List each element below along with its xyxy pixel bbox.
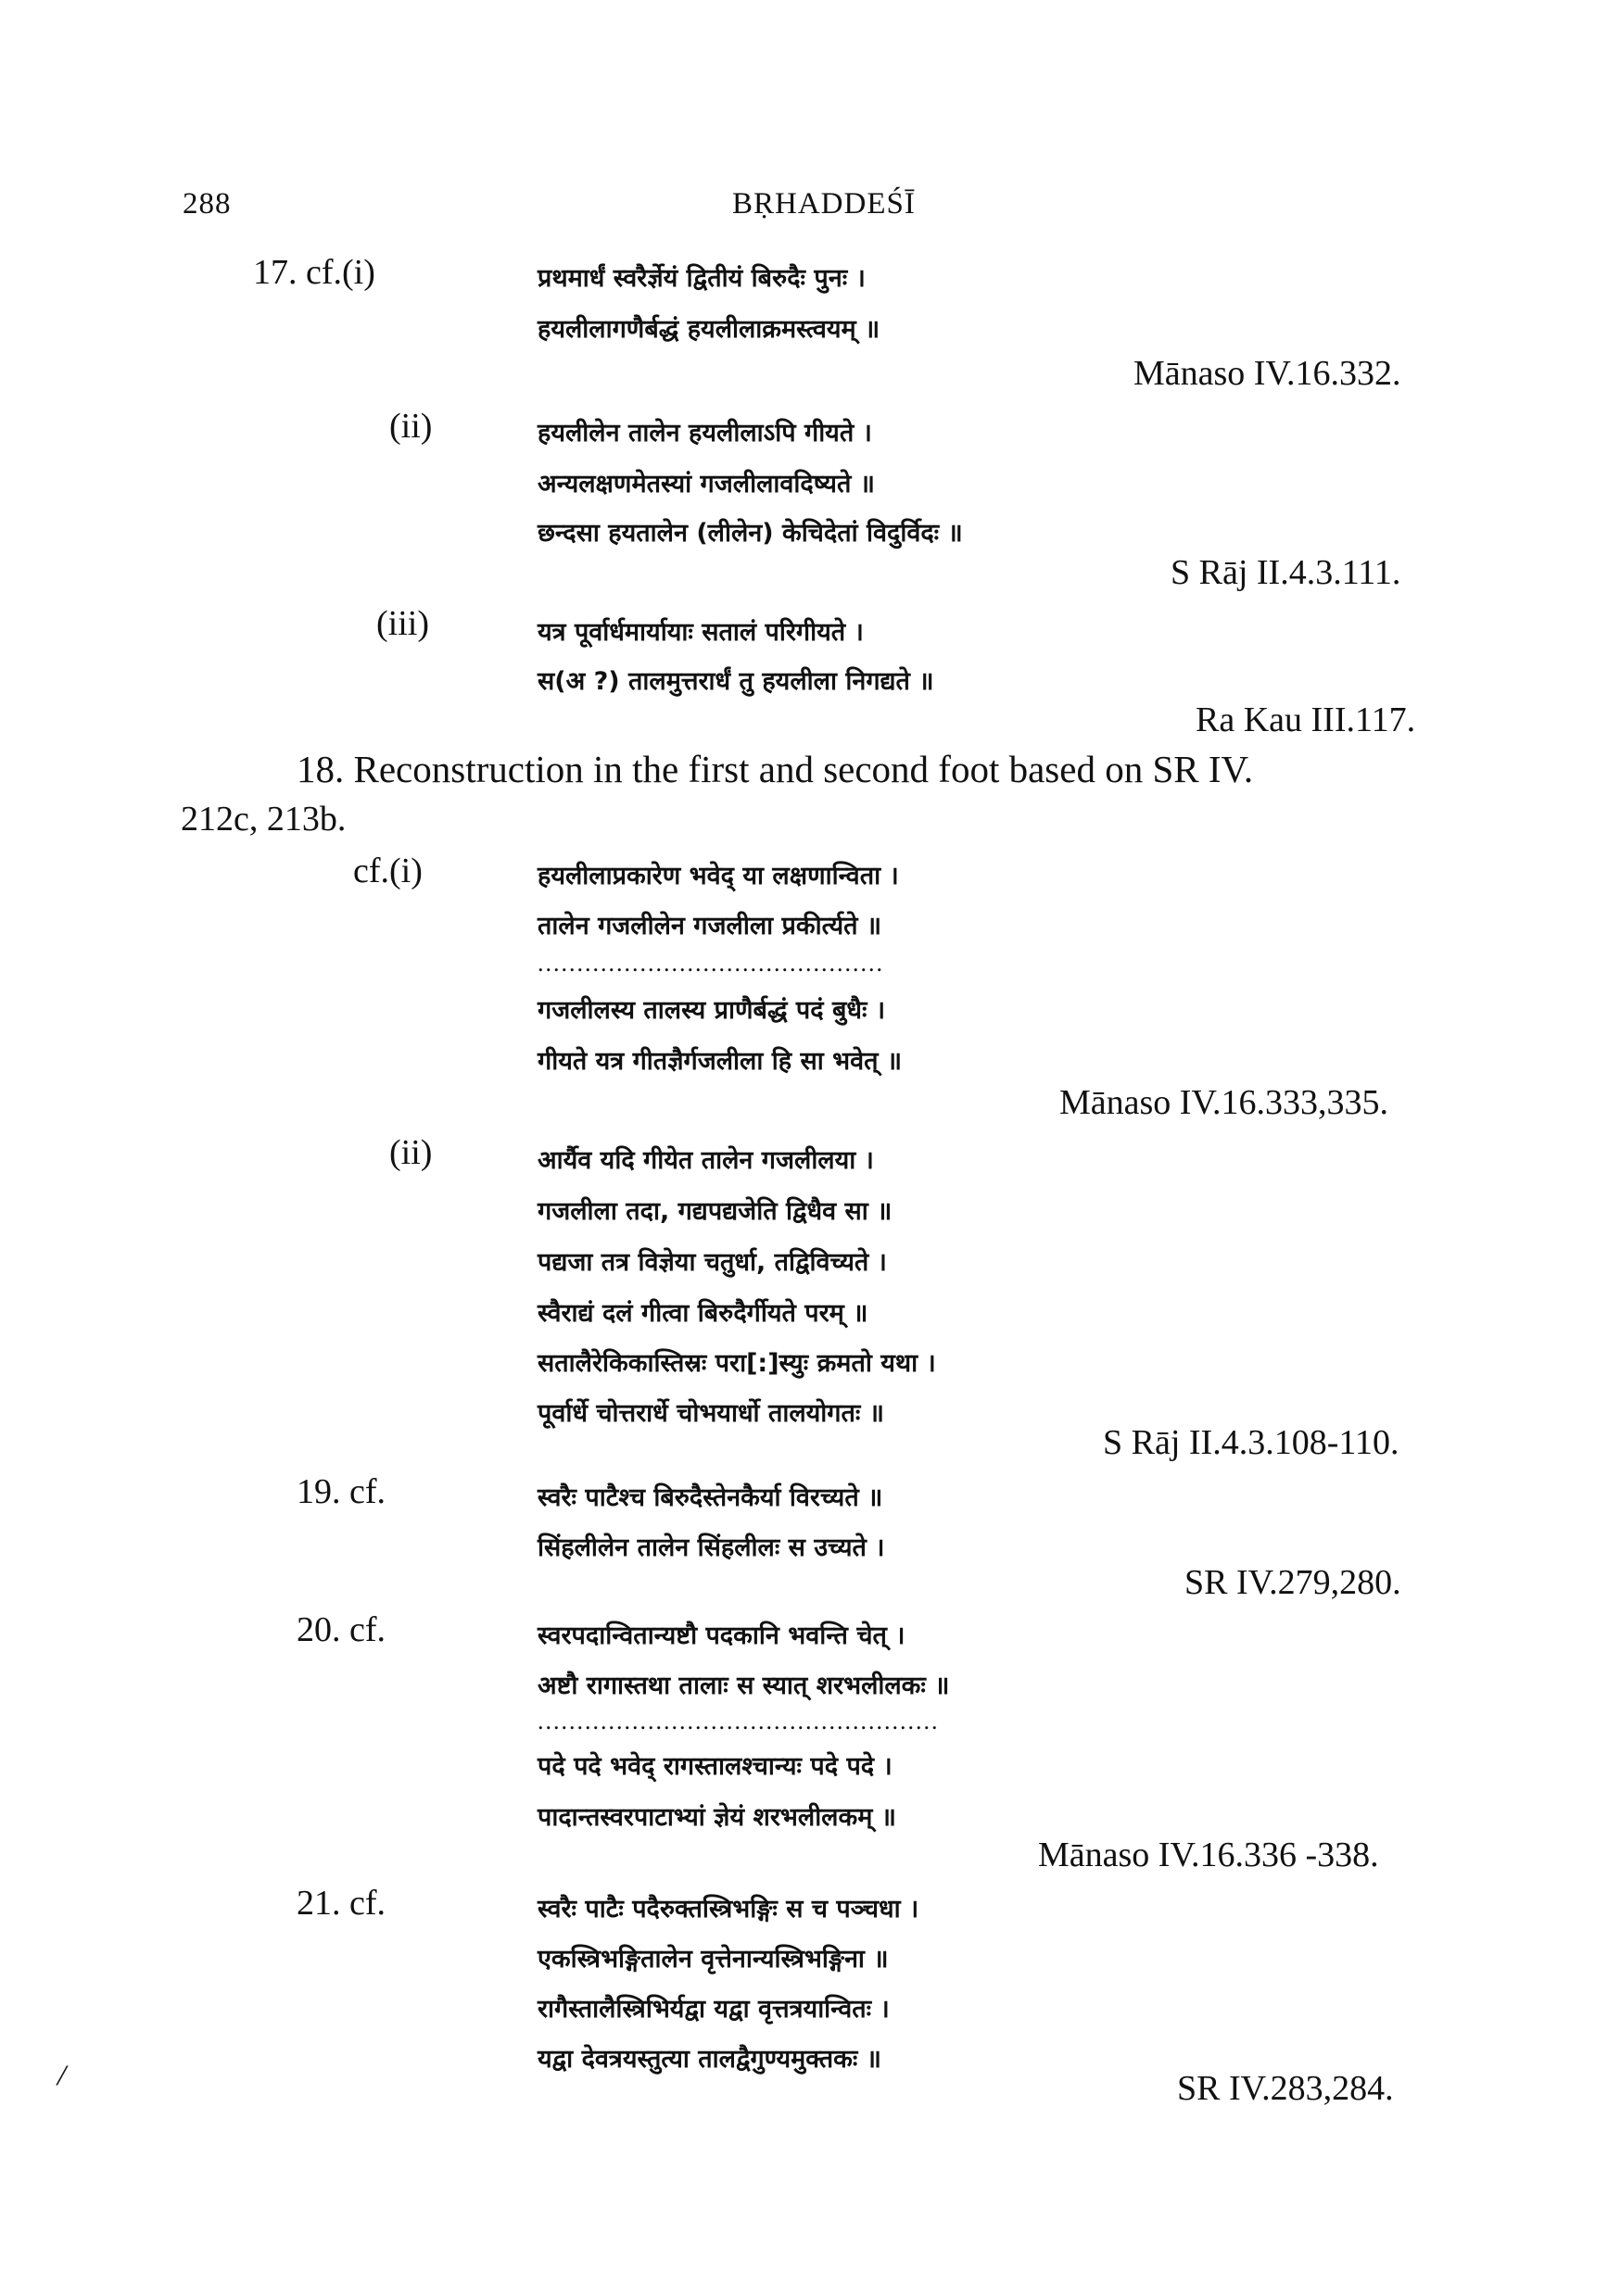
note-18-ii-reference: S Rāj II.4.3.108-110. <box>1103 1423 1399 1462</box>
running-title: BṚHADDEŚĪ <box>732 187 916 221</box>
note-19-line-1: स्वरैः पाटैश्च बिरुदैस्तेनकैर्या विरच्यते ॥ <box>538 1483 883 1512</box>
note-17-i-reference: Mānaso IV.16.332. <box>1133 354 1401 393</box>
note-20-line-2: अष्टौ रागास्तथा तालाः स स्यात् शरभलीलकः ॥ <box>538 1672 950 1700</box>
note-18-text-line-1: 18. Reconstruction in the first and second foot based on SR IV. <box>297 748 1254 790</box>
note-17-ii-line-2: अन्यलक्षणमेतस्यां गजलीलावदिष्यते ॥ <box>538 470 875 498</box>
note-18-ii-line-1: आर्यैव यदि गीयेत तालेन गजलीलया । <box>538 1146 874 1175</box>
note-20-label: 20. cf. <box>297 1610 386 1649</box>
note-18-ii-line-3: पद्यजा तत्र विज्ञेया चतुर्धा, तद्विविच्यते । <box>538 1248 887 1277</box>
note-19-label: 19. cf. <box>297 1472 386 1511</box>
note-18-i-reference: Mānaso IV.16.333,335. <box>1059 1083 1389 1122</box>
note-21-line-2: एकस्त्रिभङ्गितालेन वृत्तेनान्यस्त्रिभङ्गिना ॥ <box>538 1945 889 1974</box>
note-19-reference: SR IV.279,280. <box>1184 1563 1401 1602</box>
note-17-i-line-2: हयलीलागणैर्बद्धं हयलीलाक्रमस्त्वयम् ॥ <box>538 315 880 344</box>
note-20-line-1: स्वरपदान्वितान्यष्टौ पदकानि भवन्ति चेत् । <box>538 1621 905 1650</box>
note-20-ellipsis: ................................................... <box>538 1708 940 1735</box>
note-17-ii-line-1: हयलीलेन तालेन हयलीलाऽपि गीयते । <box>538 419 872 448</box>
note-21-line-4: यद्वा देवत्रयस्तुत्या तालद्वैगुण्यमुक्तकः ॥ <box>538 2045 881 2074</box>
note-18-i-line-1: हयलीलाप्रकारेण भवेद् या लक्षणान्विता । <box>538 862 899 890</box>
note-18-i-line-2: तालेन गजलीलेन गजलीला प्रकीर्त्यते ॥ <box>538 912 882 940</box>
note-19-line-2: सिंहलीलेन तालेन सिंहलीलः स उच्यते । <box>538 1533 885 1562</box>
note-17-label: 17. cf.(i) <box>253 253 375 292</box>
note-18-ellipsis: ............................................ <box>538 950 884 977</box>
note-21-reference: SR IV.283,284. <box>1177 2069 1394 2108</box>
note-18-i-line-4: गीयते यत्र गीतज्ञैर्गजलीला हि सा भवेत् ॥ <box>538 1047 903 1076</box>
margin-mark: / <box>54 2058 70 2094</box>
note-18-ii-line-4: स्वैराद्यं दलं गीत्वा बिरुदैर्गीयते परम् ॥ <box>538 1299 868 1328</box>
note-17-ii-reference: S Rāj II.4.3.111. <box>1171 553 1401 592</box>
note-17-iii-line-2: स(अ ?) तालमुत्तरार्धं तु हयलीला निगद्यते ॥ <box>538 667 934 696</box>
note-18-label: cf.(i) <box>353 852 423 890</box>
page-number: 288 <box>183 187 232 221</box>
note-17-iii-label: (iii) <box>376 604 429 643</box>
note-18-ii-line-2: गजलीला तदा, गद्यपद्यजेति द्विधैव सा ॥ <box>538 1197 893 1226</box>
note-18-ii-line-6: पूर्वार्धे चोत्तरार्धे चोभयार्धो तालयोगतः ॥ <box>538 1399 884 1428</box>
note-18-text-line-2: 212c, 213b. <box>181 800 347 839</box>
note-21-label: 21. cf. <box>297 1884 386 1923</box>
note-20-line-4: पादान्तस्वरपाटाभ्यां ज्ञेयं शरभलीलकम् ॥ <box>538 1803 896 1832</box>
note-21-line-3: रागैस्तालैस्त्रिभिर्यद्वा यद्वा वृत्तत्रयान्वितः । <box>538 1995 890 2024</box>
note-20-reference: Mānaso IV.16.336 -338. <box>1038 1836 1379 1874</box>
note-17-iii-reference: Ra Kau III.117. <box>1196 700 1416 739</box>
note-21-line-1: स्वरैः पाटैः पदैरुक्तस्त्रिभङ्गिः स च पञ्चधा । <box>538 1895 919 1924</box>
note-18-i-line-3: गजलीलस्य तालस्य प्राणैर्बद्धं पदं बुधैः । <box>538 996 886 1025</box>
note-20-line-3: पदे पदे भवेद् रागस्तालश्चान्यः पदे पदे । <box>538 1752 893 1781</box>
note-17-ii-line-3: छन्दसा हयतालेन (लीलेन) केचिदेतां विदुर्विदः ॥ <box>538 519 963 548</box>
note-17-i-line-1: प्रथमार्धं स्वरैर्ज्ञेयं द्वितीयं बिरुदैः पुनः । <box>538 264 866 293</box>
note-18-ii-line-5: सतालैरेकिकास्तिस्रः परा[:]स्युः क्रमतो यथा । <box>538 1349 936 1378</box>
note-17-ii-label: (ii) <box>389 407 433 446</box>
note-17-iii-line-1: यत्र पूर्वार्धमार्यायाः सतालं परिगीयते । <box>538 618 864 647</box>
note-18-ii-label: (ii) <box>389 1133 433 1172</box>
